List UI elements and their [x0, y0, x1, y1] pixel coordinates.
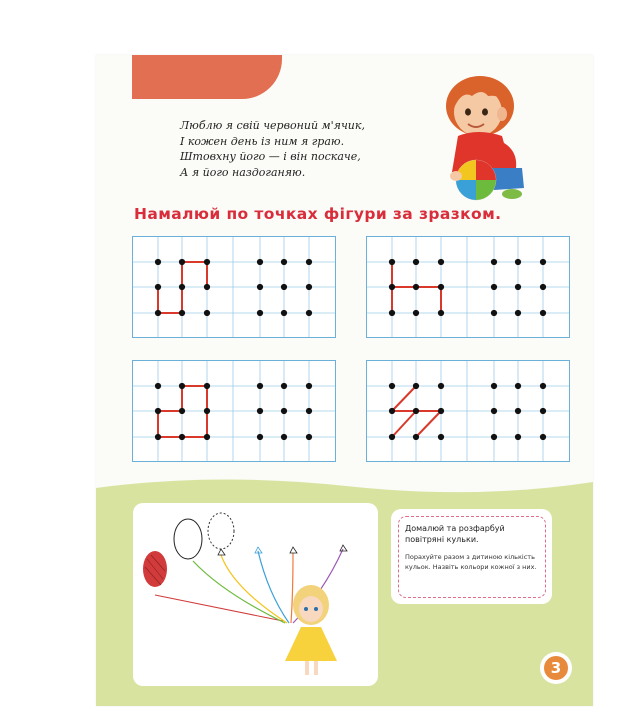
grid-dot	[155, 310, 161, 316]
grid-dot	[491, 408, 497, 414]
page-title: Що це? М'яч!	[75, 12, 198, 30]
grid-dot	[281, 284, 287, 290]
grid-dot	[515, 408, 521, 414]
grid-dot	[515, 383, 521, 389]
task-note: Порахуйте разом з дитиною кількість кульок. Назвіть кольори кожної з них.	[405, 553, 537, 571]
grid-dot	[204, 383, 210, 389]
grid-dot	[281, 434, 287, 440]
grid-dot	[491, 284, 497, 290]
grid-dot	[179, 383, 185, 389]
grid-dot	[179, 310, 185, 316]
grid-dot	[179, 284, 185, 290]
grid-dot	[204, 310, 210, 316]
grid-dot	[281, 310, 287, 316]
poem-line: І кожен день із ним я граю.	[180, 134, 345, 148]
grid-dot	[306, 259, 312, 265]
grid-dot	[204, 408, 210, 414]
grid-dot	[179, 259, 185, 265]
grid-dot	[540, 284, 546, 290]
grid-dot	[540, 310, 546, 316]
grid-dot	[413, 284, 419, 290]
figure-segment	[392, 386, 416, 411]
grid-dot	[306, 383, 312, 389]
grid-dot	[438, 383, 444, 389]
grid-dot	[155, 408, 161, 414]
figure-segment	[392, 411, 416, 437]
grid-dot	[389, 259, 395, 265]
grid-dot	[257, 434, 263, 440]
grid-dot	[491, 259, 497, 265]
grid-dot	[179, 434, 185, 440]
grid-dot	[515, 259, 521, 265]
grid-dot	[540, 383, 546, 389]
grid-dot	[306, 408, 312, 414]
grid-dot	[306, 310, 312, 316]
grid-dot	[438, 284, 444, 290]
page-number: 3	[544, 656, 568, 680]
grid-dot	[257, 259, 263, 265]
poem-line: Люблю я свій червоний м'ячик,	[180, 119, 365, 132]
grid-dot	[438, 310, 444, 316]
grid-dot	[281, 408, 287, 414]
poem-line: А я його наздоганяю.	[180, 165, 306, 179]
grid-dot	[179, 408, 185, 414]
exercise-instruction: Намалюй по точках фігури за зразком.	[134, 205, 502, 223]
grid-dot	[438, 408, 444, 414]
task-title: Домалюй та розфарбуй повітряні кульки.	[405, 524, 505, 544]
grid-dot	[281, 259, 287, 265]
grid-dot	[306, 284, 312, 290]
grid-dot	[515, 284, 521, 290]
grid-dot	[515, 434, 521, 440]
grid-dot	[306, 434, 312, 440]
grid-dot	[389, 434, 395, 440]
grid-dot	[491, 310, 497, 316]
grid-dot	[540, 434, 546, 440]
grid-dot	[389, 408, 395, 414]
grid-dot	[257, 383, 263, 389]
grid-dot	[413, 310, 419, 316]
grid-dot	[540, 259, 546, 265]
figure-segment	[416, 411, 441, 437]
grid-dot	[413, 383, 419, 389]
grid-dot	[155, 383, 161, 389]
grid-dot	[204, 434, 210, 440]
grid-dot	[389, 284, 395, 290]
grid-dot	[515, 310, 521, 316]
poem-line: Штовхну його — і він поскаче,	[180, 150, 361, 163]
grid-dot	[257, 408, 263, 414]
grid-dot	[204, 284, 210, 290]
grid-dot	[413, 434, 419, 440]
girl-with-balloons-illustration	[133, 503, 378, 686]
grid-dot	[257, 284, 263, 290]
grid-dot	[155, 434, 161, 440]
grid-dot	[389, 383, 395, 389]
grid-dot	[413, 259, 419, 265]
grid-dot	[281, 383, 287, 389]
grid-dot	[257, 310, 263, 316]
grid-dot	[204, 259, 210, 265]
grid-dot	[155, 284, 161, 290]
grid-dot	[155, 259, 161, 265]
grid-dot	[491, 434, 497, 440]
grid-dot	[413, 408, 419, 414]
grid-dot	[540, 408, 546, 414]
grid-dot	[389, 310, 395, 316]
grid-dot	[438, 434, 444, 440]
grid-dot	[438, 259, 444, 265]
grid-dot	[491, 383, 497, 389]
